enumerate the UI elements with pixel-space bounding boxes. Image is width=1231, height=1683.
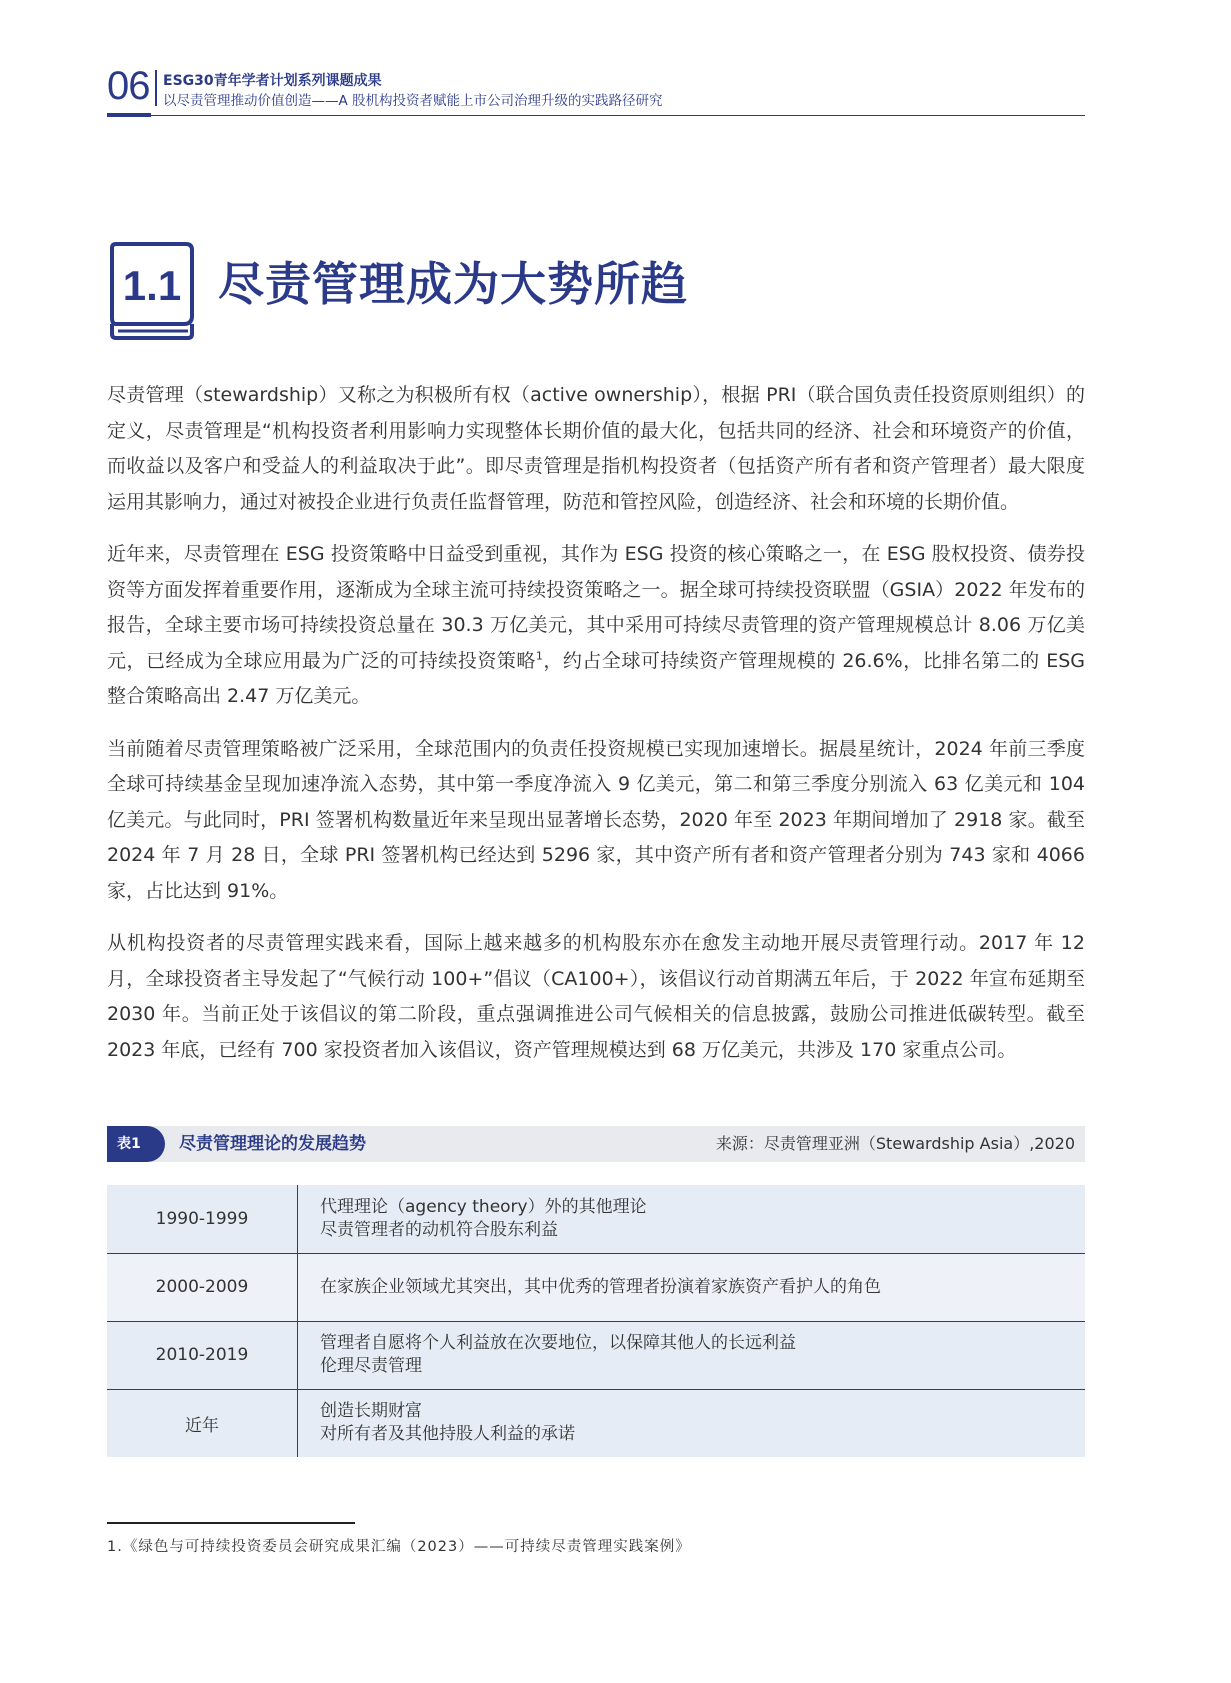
table-caption-bar [107,1126,1085,1162]
page-header [107,62,1085,118]
description-cell [298,1253,1086,1321]
table-row [107,1389,1085,1457]
description-cell [298,1185,1086,1253]
description-cell [298,1389,1086,1457]
report-subtitle: 以尽责管理推动价值创造——A 股机构投资者赋能上市公司治理升级的实践路径研究 [163,93,663,109]
paragraph: 尽责管理（stewardship）又称之为积极所有权（active ownership），根据 PRI（联合国负责任投资原则组织）的定义，尽责管理是“机构投资者利用影响力实现整体长期价值的最大化，包括共同的经济、社会和环境资产的价值，而收益以及客户和受益人的利益取决于此”。即尽责管理是指机构投资者（包括资产所有者和资产管理者）最大限度运用其影响力，通过对被投企业进行负责任监督管理，防范和管控风险，创造经济、社会和环境的长期价值。 [107,384,1085,513]
table-tag: 表1 [107,1126,165,1162]
description-line: 对所有者及其他持股人利益的承诺 [320,1424,575,1445]
header-divider [155,70,157,106]
paragraph: 从机构投资者的尽责管理实践来看，国际上越来越多的机构股东亦在愈发主动地开展尽责管理行动。2017 年 12 月，全球投资者主导发起了“气候行动 100+”倡议（CA100+），该倡议行动首期满五年后，于 2022 年宣布延期至 2030 年。当前正处于该倡议的第二阶段，重点强调推进公司气候相关的信息披露，鼓励公司推进低碳转型。截至 2023 年底，已经有 700 家投资者加入该倡议，资产管理规模达到 68 万亿美元，共涉及 170 家重点公司。 [107,932,1085,1061]
footnote: 1.《绿色与可持续投资委员会研究成果汇编（2023）——可持续尽责管理实践案例》 [107,1539,691,1555]
footnote-reference[interactable]: 1 [535,649,543,663]
header-rule [107,115,1085,116]
table-title: 尽责管理理论的发展趋势 [179,1134,366,1154]
development-trend-table [107,1185,1085,1457]
section-number-badge-icon [108,240,196,344]
period-cell: 2010-2019 [107,1321,298,1389]
paragraph: 当前随着尽责管理策略被广泛采用，全球范围内的负责任投资规模已实现加速增长。据晨星统计，2024 年前三季度全球可持续基金呈现加速净流入态势，其中第一季度净流入 9 亿美元，第二和第三季度分别流入 63 亿美元和 104 亿美元。与此同时，PRI 签署机构数量近年来呈现出显著增长态势，2020 年至 2023 年期间增加了 2918 家。截至 2024 年 7 月 28 日，全球 PRI 签署机构已经达到 5296 家，其中资产所有者和资产管理者分别为 743 家和 4066 家，占比达到 91%。 [107,737,1085,902]
paragraph [107,537,1085,715]
description-line: 管理者自愿将个人利益放在次要地位，以保障其他人的长远利益 [320,1333,796,1353]
description-line: 代理理论（agency theory）外的其他理论 [320,1196,647,1217]
period-cell: 近年 [107,1389,298,1457]
description-line: 创造长期财富 [320,1401,422,1422]
table-source: 来源：尽责管理亚洲（Stewardship Asia）,2020 [715,1134,1075,1153]
series-title: ESG30青年学者计划系列课题成果 [163,73,382,89]
table-row [107,1253,1085,1321]
description-cell [298,1321,1086,1389]
paragraph-text: 近年来，尽责管理在 ESG 投资策略中日益受到重视，其作为 ESG 投资的核心策略之一，在 ESG 股权投资、债券投资等方面发挥着重要作用，逐渐成为全球主流可持续投资策略之一。据全球可持续投资联盟（GSIA）2022 年发布的报告，全球主要市场可持续投资总量在 30.3 万亿美元，其中采用可持续尽责管理的资产管理规模总计 8.06 万亿美元，已经成为全球应用最为广泛的可持续投资策略 [107,543,1085,672]
footnote-rule [107,1522,355,1524]
description-line: 尽责管理者的动机符合股东利益 [320,1219,558,1240]
description-line: 在家族企业领域尤其突出，其中优秀的管理者扮演着家族资产看护人的角色 [320,1276,881,1297]
period-cell: 1990-1999 [107,1185,298,1253]
section-title: 尽责管理成为大势所趋 [218,257,688,311]
description-line: 伦理尽责管理 [320,1356,422,1376]
table-row [107,1185,1085,1253]
table-row [107,1321,1085,1389]
period-cell: 2000-2009 [107,1253,298,1321]
section-number: 1.1 [122,262,182,309]
paragraph-text: ，约占全球可持续资产管理规模的 26.6%，比排名第二的 ESG 整合策略高出 2.47 万亿美元。 [107,649,1085,707]
page-number: 06 [107,64,150,108]
body-text [107,378,1085,1085]
